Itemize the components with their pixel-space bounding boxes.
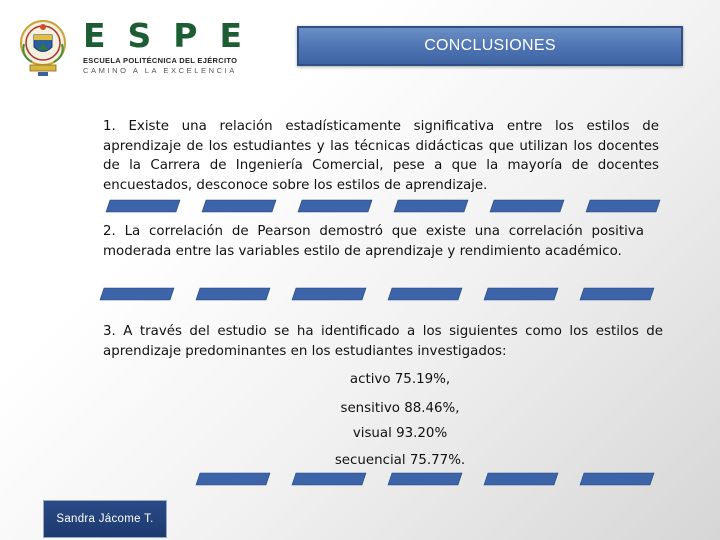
style-sequential: secuencial 75.77%.: [334, 453, 466, 468]
brand-tagline: CAMINO A LA EXCELENCIA: [83, 66, 237, 75]
divider-2: [96, 287, 666, 301]
author-name: Sandra Jácome T.: [56, 513, 154, 525]
author-badge: [43, 500, 167, 538]
style-active: activo 75.19%,: [349, 372, 451, 387]
conclusion-2: 2. La correlación de Pearson demostró que existe una correlación positiva moderada entre las variables estilo de aprendizaje y rendimiento académico.: [103, 224, 644, 259]
crest-logo: [12, 16, 82, 78]
style-sensitive: sensitivo 88.46%,: [340, 401, 460, 416]
divider-3: [96, 472, 666, 486]
conclusion-1: 1. Existe una relación estadísticamente significativa entre los estilos de aprendizaje de los estudiantes y las técnicas didácticas que utilizan los docentes de la Carrera de Ingeniería Comercial, pese a que la mayoría de docentes encuestados, desconoce sobre los estilos de aprendizaje.: [103, 119, 659, 193]
conclusion-3: 3. A través del estudio se ha identificado a los siguientes como los estilos de aprendizaje predominantes en los estudiantes investigados:: [103, 324, 663, 359]
page-title: CONCLUSIONES: [424, 37, 556, 54]
title-banner: [297, 26, 683, 66]
brand-block: [83, 18, 264, 75]
style-visual: visual 93.20%: [352, 426, 448, 441]
brand-name: ESPE: [83, 16, 265, 55]
brand-subtitle: ESCUELA POLITÉCNICA DEL EJÉRCITO: [83, 56, 238, 65]
divider-1: [96, 199, 666, 213]
